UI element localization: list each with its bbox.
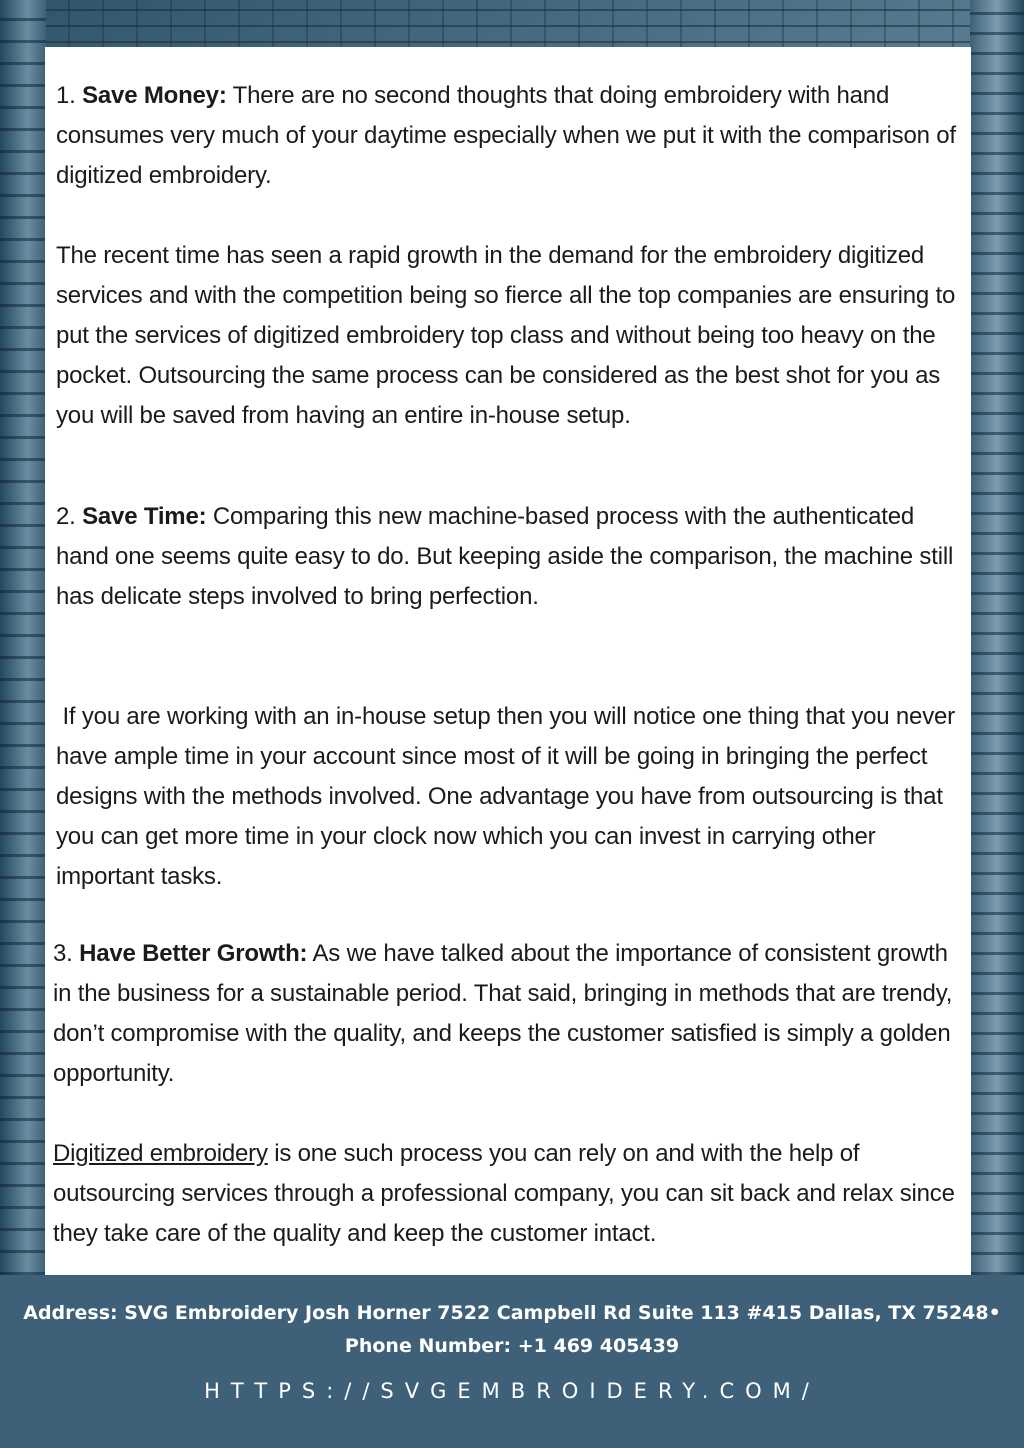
section-number: 3. [53, 940, 73, 967]
section-heading: Save Money: [82, 82, 227, 109]
section-better-growth-body [53, 1134, 963, 1254]
section-save-time-body [56, 697, 956, 897]
section-body-text: If you are working with an in-house setup then you will notice one thing that you never have ample time in your account since most of it will be going in bringing the perfect designs with the methods involved. One advantage you have from outsourcing is that you can get more time in your clock now which you can invest in carrying other important tasks. [56, 703, 955, 890]
section-save-money-body: The recent time has seen a rapid growth in the demand for the embroidery digitized services and with the competition being so fierce all the top companies are ensuring to put the services of digitized embroidery top class and without being too heavy on the pocket. Outsourcing the same process can be considered as the best shot for you as you will be saved from having an entire in-house setup. [56, 242, 956, 429]
section-intro-text: There are no second thoughts that doing embroidery with hand consumes very much of your daytime especially when we put it with the comparison of digitized embroidery. [56, 82, 956, 189]
digitized-embroidery-link[interactable]: Digitized embroidery [53, 1140, 268, 1167]
section-number: 2. [56, 503, 76, 530]
footer-website-link[interactable]: HTTPS://SVGEMBROIDERY.COM/ [204, 1379, 820, 1403]
section-save-time-intro [56, 497, 956, 617]
building-column-left [0, 0, 46, 1275]
section-number: 1. [56, 82, 76, 109]
footer-address: Address: SVG Embroidery Josh Horner 7522 Campbell Rd Suite 113 #415 Dallas, TX 75248• Phone Number: +1 469 405439 [23, 1302, 1001, 1357]
building-column-right [970, 0, 1024, 1275]
section-intro-text: As we have talked about the importance of consistent growth in the business for a sustainable period. That said, bringing in methods that are trendy, don’t compromise with the quality, and keeps the customer satisfied is simply a golden opportunity. [53, 940, 953, 1087]
section-heading: Save Time: [82, 503, 207, 530]
section-save-money-intro [56, 76, 956, 196]
section-intro-text: Comparing this new machine-based process with the authenticated hand one seems quite easy to do. But keeping aside the comparison, the machine still has delicate steps involved to bring perfection. [56, 503, 954, 610]
section-better-growth-intro [53, 934, 953, 1094]
section-heading: Have Better Growth: [79, 940, 308, 967]
section-body-text: is one such process you can rely on and with the help of outsourcing services through a professional company, you can sit back and relax since they take care of the quality and keep the customer intact. [53, 1140, 955, 1247]
